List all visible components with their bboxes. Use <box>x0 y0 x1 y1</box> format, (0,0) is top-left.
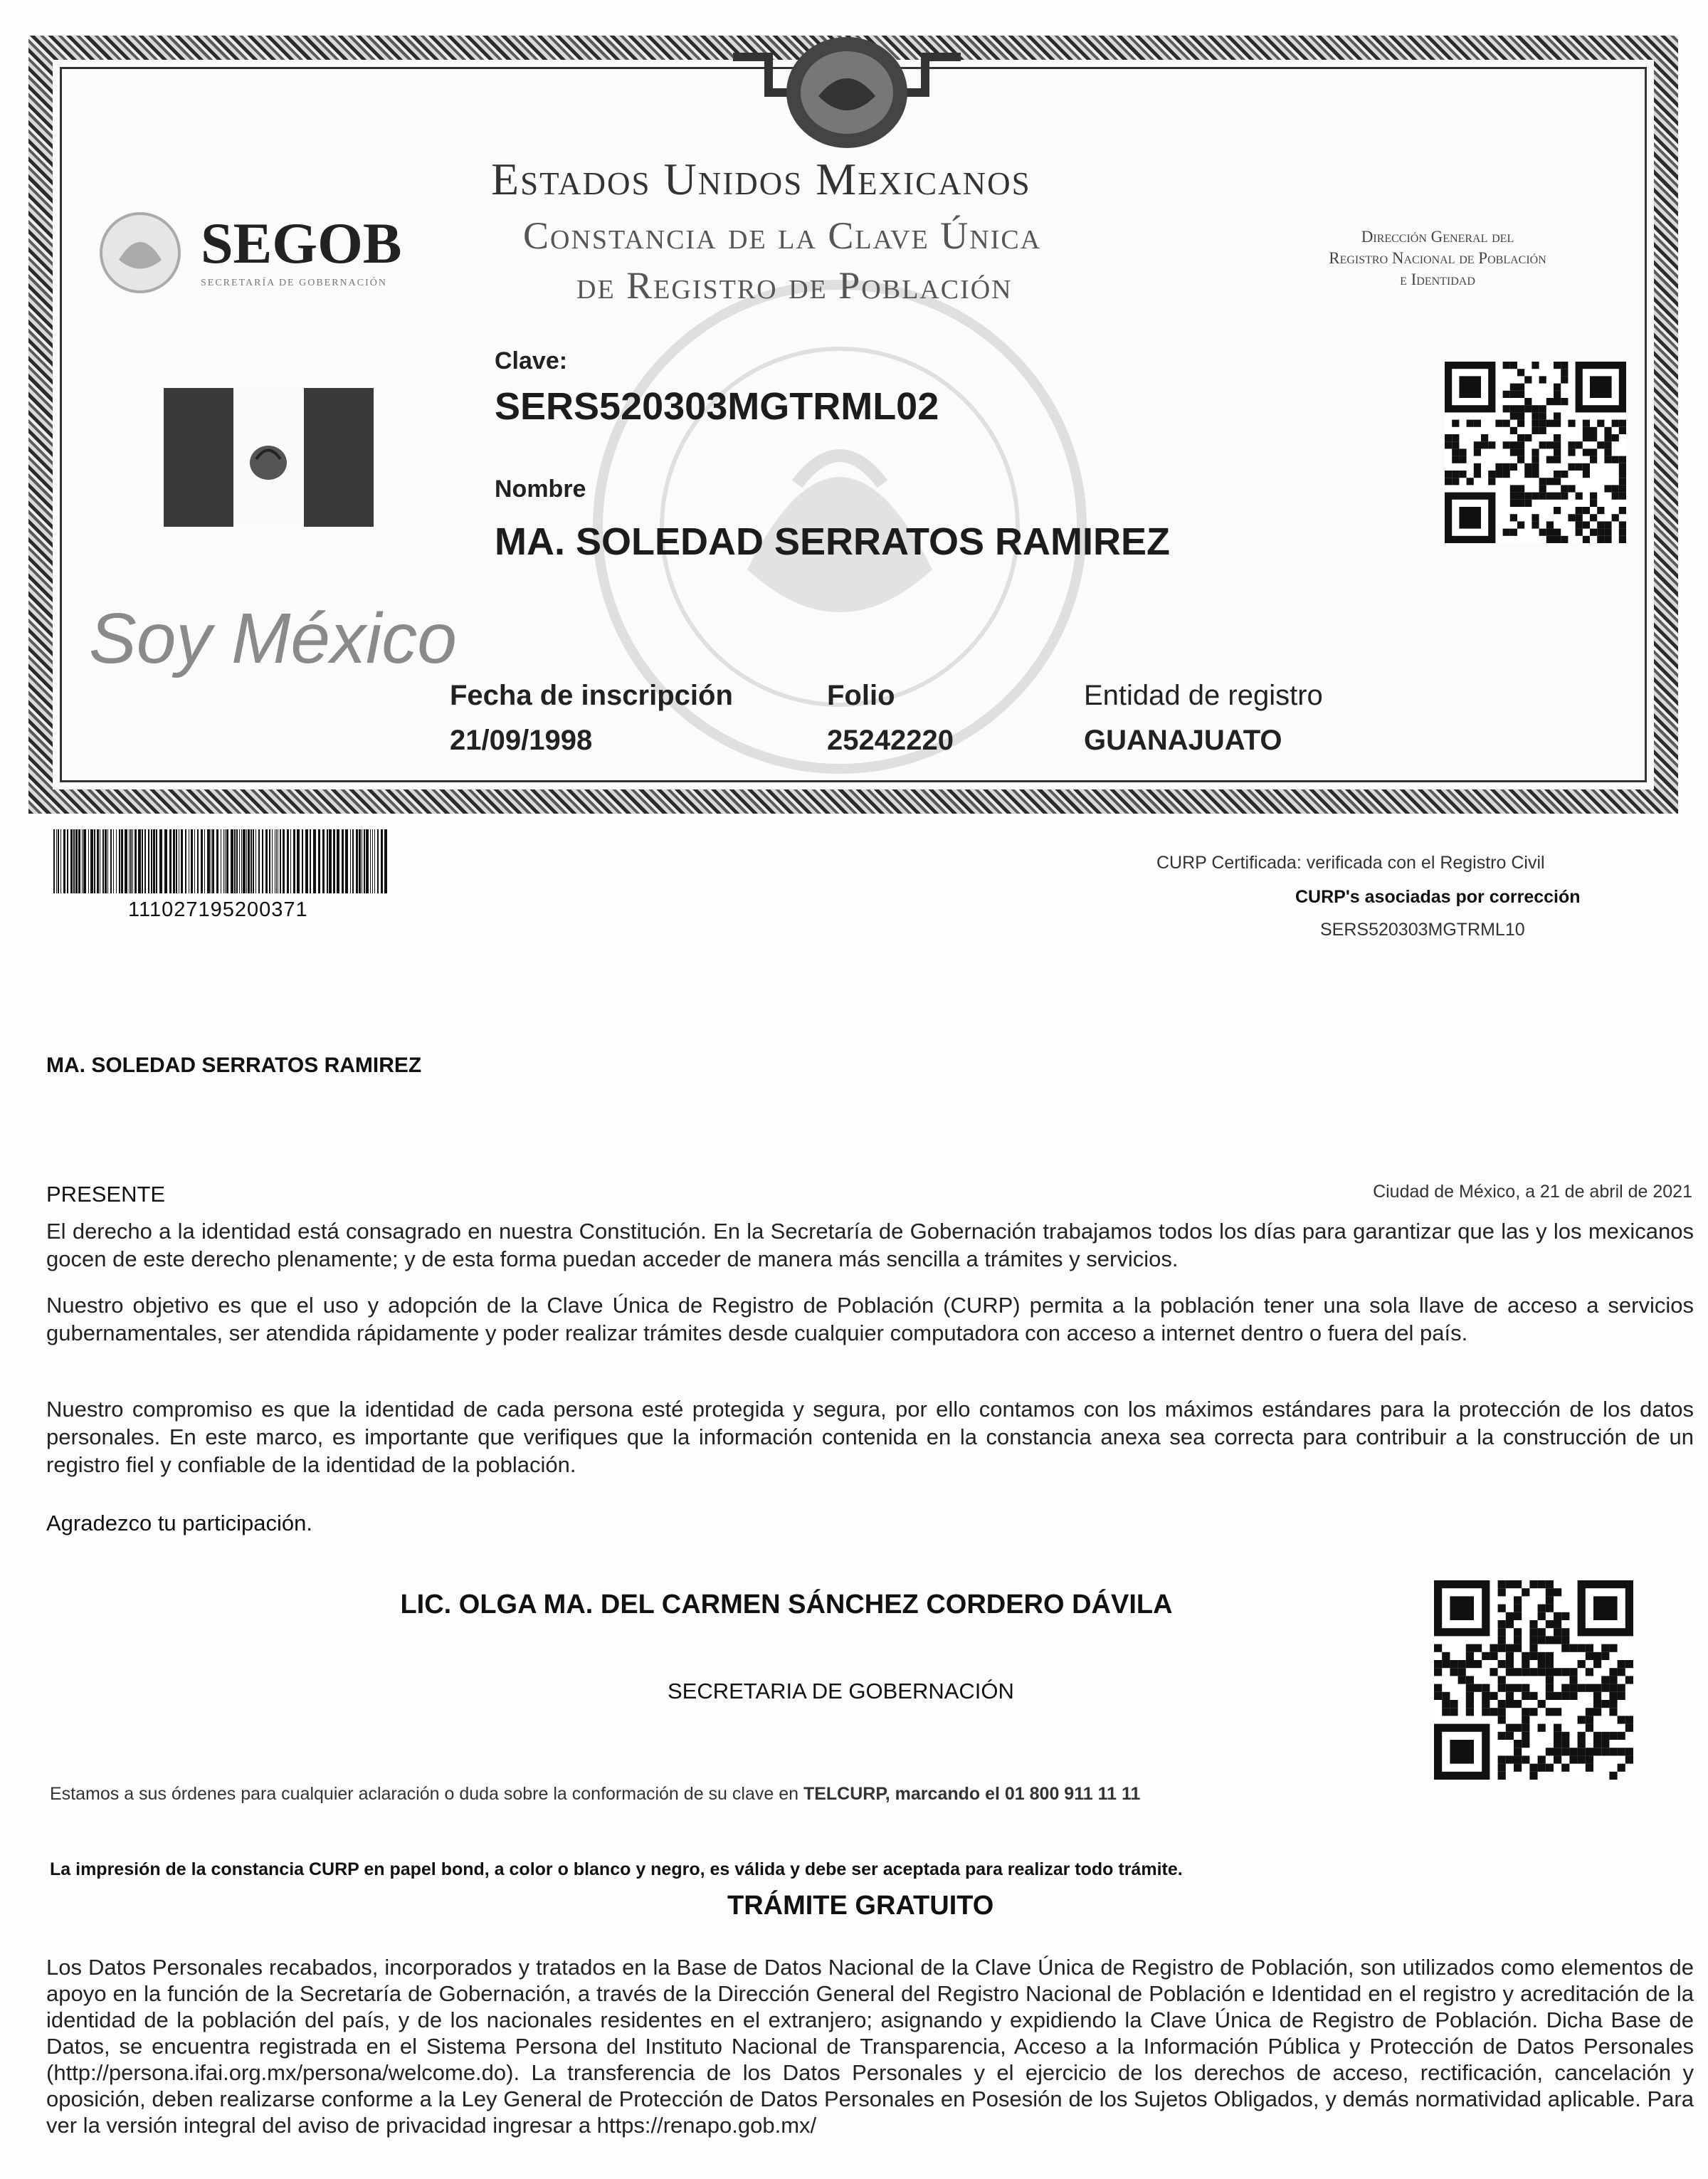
paragraph-2: Nuestro objetivo es que el uso y adopción de la Clave Única de Registro de Población (CURP) permita a la población tener una sola llave de acceso a servicios gubernamentales, ser atendida rápidamente y poder realizar trámites desde cualquier computadora con acceso a internet dentro o fuera del país. <box>46 1293 1694 1345</box>
tramite-gratuito: TRÁMITE GRATUITO <box>727 1891 994 1921</box>
coat-of-arms-top-icon <box>726 28 968 157</box>
contact-line <box>50 1784 1140 1805</box>
privacy-notice: Los Datos Personales recabados, incorporados y tratados en la Base de Datos Nacional de la Clave Única de Registro de Población, son utilizados como elementos de apoyo en la función de la Secretaría de Gobernación, a través de la Dirección General del Registro Nacional de Población e Identidad en el registro y acreditación de la identidad de la población del país, y de los nacionales residentes en el extranjero; asignando y expidiendo la Clave Única de Registro de Población. Dicha Base de Datos, se encuentra registrada en el Sistema Persona del Instituto Nacional de Transparencia, Acceso a la Información Pública y Protección de Datos Personales (http://persona.ifai.org.mx/persona/welcome.do). La transferencia de los Datos Personales y el ejercicio de los derechos de acceso, rectificación, cancelación y oposición, deben realizarse conforme a la Ley General de Protección de Datos Personales en Posesión de los Sujetos Obligados, y demás normatividad aplicable. Para ver la versión integral del aviso de privacidad ingresar a https://renapo.gob.mx/ <box>46 1955 1694 2138</box>
thanks-text: Agradezco tu participación. <box>46 1511 312 1535</box>
folio-value: 25242220 <box>827 725 954 756</box>
presente: PRESENTE <box>46 1182 166 1207</box>
place-date: Ciudad de México, a 21 de abril de 2021 <box>1373 1182 1692 1202</box>
nombre-label: Nombre <box>495 476 586 503</box>
direccion-line3: e Identidad <box>1400 271 1475 288</box>
contact-phone: TELCURP, marcando el 01 800 911 11 11 <box>803 1784 1141 1804</box>
doc-title-line2: de Registro de Población <box>576 264 1013 307</box>
entidad-label: Entidad de registro <box>1084 680 1323 711</box>
mexican-flag-icon <box>164 388 374 527</box>
signer-name-text: LIC. OLGA MA. DEL CARMEN SÁNCHEZ CORDERO DÁVILA <box>400 1590 1173 1619</box>
curp-certificada: CURP Certificada: verificada con el Registro Civil <box>1156 853 1545 873</box>
fecha-value: 21/09/1998 <box>450 725 593 756</box>
nombre-value: MA. SOLEDAD SERRATOS RAMIREZ <box>495 520 1171 563</box>
segob-seal-icon <box>94 210 186 295</box>
curp-asociada-value: SERS520303MGTRML10 <box>1320 920 1525 940</box>
clave-label: Clave: <box>495 347 568 374</box>
direccion-line2: Registro Nacional de Población <box>1329 249 1546 267</box>
barcode-icon <box>53 829 391 893</box>
qr-code-icon <box>1434 1580 1633 1780</box>
paragraph-1: El derecho a la identidad está consagrado en nuestra Constitución. En la Secretaría de Gobernación trabajamos todos los días para garantizar que las y los mexicanos gocen de este derecho plenamente; y de esta forma puedan acceder de manera más sencilla a trámites y servicios. <box>46 1219 1694 1271</box>
direccion-general <box>1260 226 1615 290</box>
direccion-line1: Dirección General del <box>1361 228 1514 246</box>
segob-subtitle: SECRETARÍA DE GOBERNACIÓN <box>201 278 387 288</box>
curp-asociadas-label: CURP's asociadas por corrección <box>1295 887 1581 907</box>
folio-label: Folio <box>827 680 895 711</box>
segob-logo-text: SEGOB <box>201 211 402 275</box>
validity-note: La impresión de la constancia CURP en papel bond, a color o blanco y negro, es válida y debe ser aceptada para realizar todo trámite. <box>50 1859 1183 1879</box>
signer-title: SECRETARIA DE GOBERNACIÓN <box>668 1679 1014 1703</box>
slogan-soy-mexico: Soy México <box>89 599 457 678</box>
paragraph-3: Nuestro compromiso es que la identidad de cada persona esté protegida y segura, por ello contamos con los máximos estándares para la protección de los datos personales. En este marco, es importante que verifiques que la información contenida en la constancia anexa sea correcta para contribuir a la construcción de un registro fiel y confiable de la identidad de la población. <box>46 1397 1694 1477</box>
letter-recipient: MA. SOLEDAD SERRATOS RAMIREZ <box>46 1054 422 1077</box>
contact-text: Estamos a sus órdenes para cualquier aclaración o duda sobre la conformación de su clave en <box>50 1784 803 1804</box>
clave-value: SERS520303MGTRML02 <box>495 385 939 428</box>
country-title: Estados Unidos Mexicanos <box>491 154 1031 204</box>
entidad-value: GUANAJUATO <box>1084 725 1282 756</box>
qr-code-icon <box>1445 362 1626 543</box>
barcode-number: 111027195200371 <box>128 898 308 921</box>
fecha-label: Fecha de inscripción <box>450 680 733 711</box>
doc-title-line1: Constancia de la Clave Única <box>523 214 1042 257</box>
